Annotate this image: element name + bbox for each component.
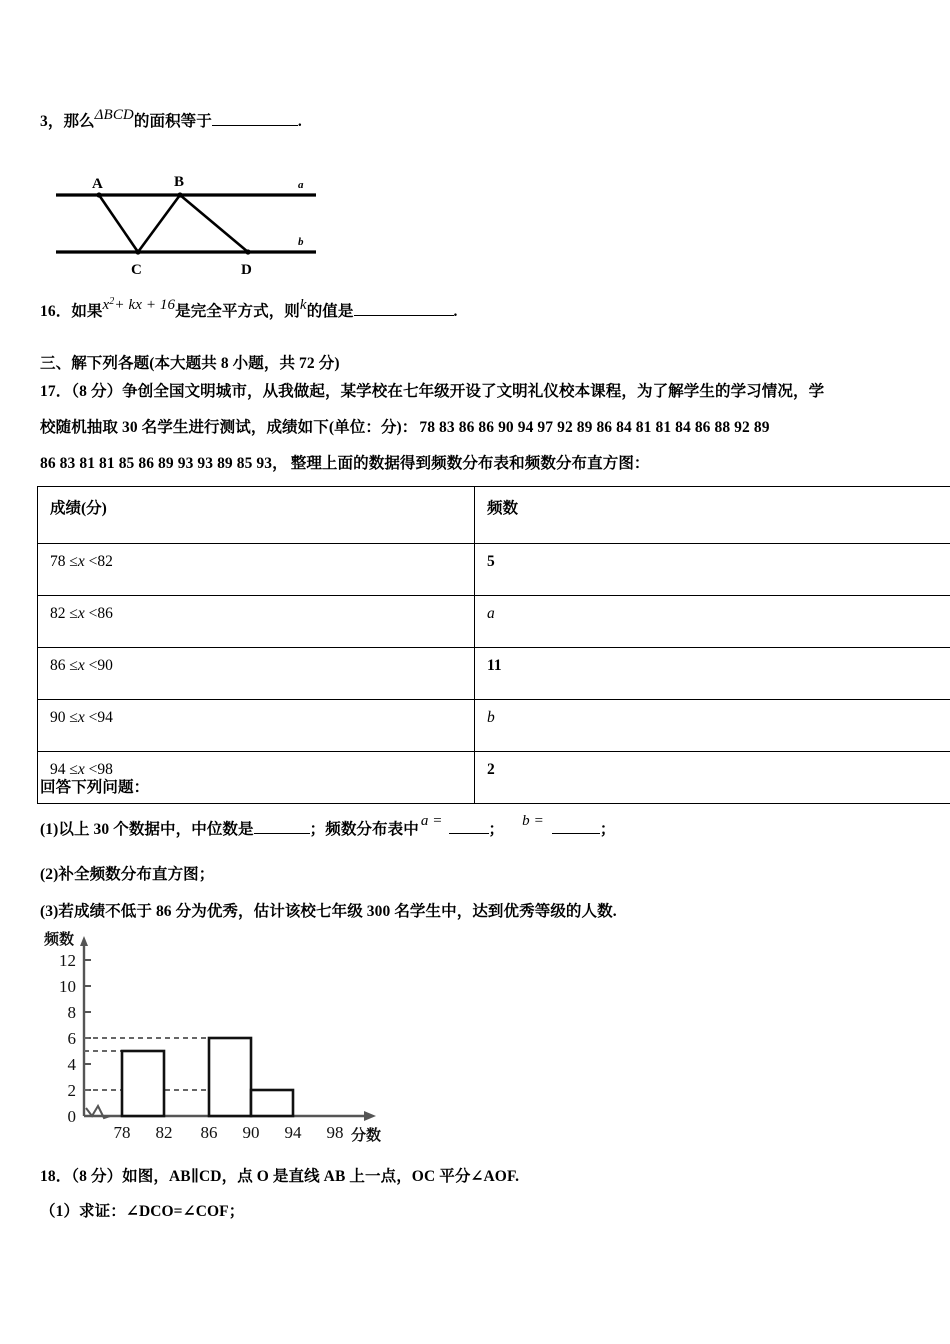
vertex-a-label: A [92,176,103,192]
line-a-label: a [298,179,304,191]
item-16 [40,296,458,322]
item-15-answer-blank [212,110,298,126]
cell-interval [38,648,475,700]
item-17-data-row-1: 78 83 86 86 90 94 97 92 89 86 84 81 81 84 86 88 92 89 [419,419,770,436]
item-17-data-row-2: 86 83 81 81 85 86 89 93 93 89 85 93， [40,455,288,472]
interval-rel-hi: < [88,709,98,726]
y-axis-arrow [80,936,88,946]
cell-interval [38,544,475,596]
item-16-expression [103,296,176,314]
x-axis-arrow [364,1111,376,1121]
item-16-period: . [453,303,458,320]
y-tick-2: 2 [67,1081,76,1100]
cell-interval [38,596,475,648]
question-2: (2)补全频数分布直方图； [40,866,215,883]
y-tick-6: 6 [67,1029,76,1048]
interval-rel-lo: ≤ [69,605,78,622]
cell-frequency: b [475,700,950,752]
vertex-a-dot [96,192,101,197]
item-17-line-3 [40,455,650,474]
x-tick-90: 90 [242,1123,260,1142]
section-3-heading: 三、解下列各题(本大题共 8 小题，共 72 分) [40,355,340,372]
item-15-tail-prefix: 3，那么 [40,113,95,130]
column-header-score: 成绩(分) [38,487,475,544]
question-1 [40,813,616,840]
table-row [38,596,950,648]
item-15-tail-suffix: 的面积等于 [133,113,212,130]
item-17-line-2 [40,419,770,438]
questions-intro: 回答下列问题： [40,779,150,796]
cell-interval [38,700,475,752]
cell-frequency: 2 [475,752,950,804]
expr-rest: + kx + 16 [114,297,176,313]
a-answer-blank [449,818,489,834]
interval-rel-lo: ≤ [69,709,78,726]
expr-base: x [102,297,110,313]
bar-78-82 [122,1051,164,1116]
y-axis-title: 频数 [44,931,75,948]
interval-lo: 78 [50,553,66,570]
vertex-d-dot [245,249,250,254]
x-tick-82: 82 [155,1123,173,1142]
cell-frequency: 5 [475,544,950,596]
item-18-line-1: 18．（8 分）如图，AB∥CD，点 O 是直线 AB 上一点，OC 平分∠AOF. [40,1168,520,1185]
b-answer-blank [552,818,600,834]
vertex-c-dot [135,249,140,254]
interval-hi: 82 [97,553,113,570]
vertex-c-label: C [131,262,142,278]
item-16-answer-blank [354,300,454,316]
item-16-text-before: 如果 [71,303,103,320]
interval-var: x [77,657,85,674]
interval-lo: 86 [50,657,66,674]
vertex-b-label: B [174,174,185,190]
bar-94-98 [251,1090,293,1116]
interval-hi: 86 [97,605,113,622]
parallel-lines-figure [48,163,328,281]
interval-var: x [77,605,85,622]
item-16-text-after: 的值是 [306,303,354,320]
segment-bd [180,195,248,252]
x-tick-98: 98 [326,1123,344,1142]
question-3: (3)若成绩不低于 86 分为优秀，估计该校七年级 300 名学生中，达到优秀等级的人数. [40,903,617,920]
x-tick-94: 94 [284,1123,302,1142]
item-17-line-1: 17．（8 分）争创全国文明城市，从我做起，某学校在七年级开设了文明礼仪校本课程，为了解学生的学习情况，学 [40,383,825,400]
question-1-part-1: (1)以上 30 个数据中，中位数是 [40,821,254,838]
line-b-label: b [298,236,304,248]
column-header-frequency: 频数 [475,487,950,544]
vertex-b-dot [177,192,182,197]
interval-rel-hi: < [88,657,98,674]
triangle-bcd-label: ΔBCD [94,107,134,123]
interval-var: x [77,553,85,570]
item-15-period: . [297,113,302,130]
table-row [38,752,950,804]
interval-hi: 94 [97,709,113,726]
x-tick-86: 86 [200,1123,218,1142]
table-body [38,544,950,804]
interval-rel-lo: ≤ [69,761,78,778]
cell-frequency: a [475,596,950,648]
interval-rel-hi: < [88,605,98,622]
y-tick-10: 10 [59,977,76,996]
x-tick-78: 78 [113,1123,131,1142]
x-axis-title: 分数 [350,1127,382,1144]
item-18-line-2: （1）求证：∠DCO=∠COF； [40,1203,245,1220]
frequency-histogram [36,926,396,1148]
y-tick-4: 4 [67,1055,76,1074]
bar-90-94 [209,1038,251,1116]
y-tick-0: 0 [67,1107,76,1126]
interval-rel-hi: < [88,761,98,778]
question-1-b-label: b = [522,813,544,829]
item-17-line-2-prefix: 校随机抽取 30 名学生进行测试，成绩如下(单位：分)： [40,419,418,436]
median-answer-blank [254,818,310,834]
y-tick-8: 8 [67,1003,76,1022]
cell-frequency: 11 [475,648,950,700]
frequency-distribution-table [37,486,950,804]
table-head [38,487,950,544]
item-16-text-mid: 是完全平方式，则 [175,303,300,320]
interval-lo: 82 [50,605,66,622]
table-row [38,648,950,700]
table-row [38,700,950,752]
expr-exponent: 2 [109,296,115,307]
table-row [38,544,950,596]
item-16-variable-k: k [299,297,307,313]
interval-hi: 98 [97,761,113,778]
item-16-number: 16． [40,303,72,320]
interval-var: x [77,761,85,778]
interval-rel-hi: < [88,553,98,570]
y-tick-12: 12 [59,951,76,970]
interval-var: x [77,709,85,726]
question-1-part-2: ；频数分布表中 [309,821,419,838]
y-axis-tick-labels [59,951,77,1126]
interval-rel-lo: ≤ [69,553,78,570]
vertex-d-label: D [241,262,252,278]
item-15-tail [40,107,302,132]
x-axis-tick-labels [114,1123,344,1142]
question-1-sep-2: ； [599,821,616,838]
interval-lo: 90 [50,709,66,726]
segment-ac [99,195,138,252]
item-17-line-3-suffix: 整理上面的数据得到频数分布表和频数分布直方图： [290,455,650,472]
segment-cb [138,195,180,252]
question-1-a-label: a = [420,813,443,829]
interval-hi: 90 [97,657,113,674]
interval-rel-lo: ≤ [69,657,78,674]
interval-lo: 94 [50,761,66,778]
table-header-row [38,487,950,544]
question-1-sep-1: ； [488,821,505,838]
